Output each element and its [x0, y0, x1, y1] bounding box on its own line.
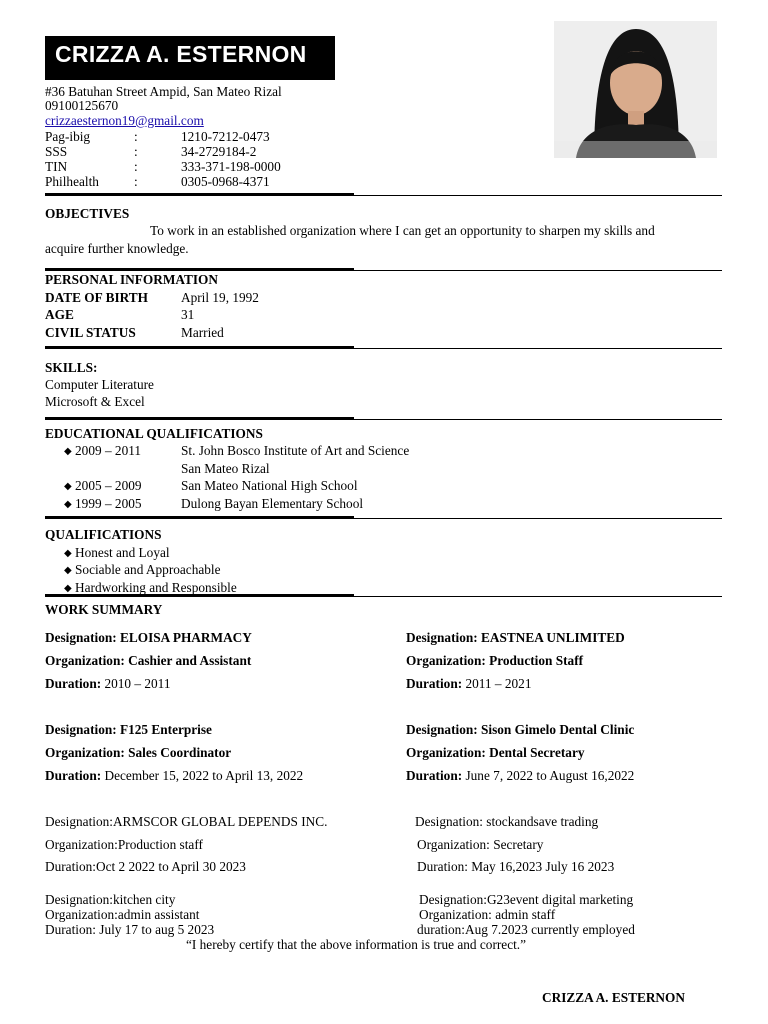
address: #36 Batuhan Street Ampid, San Mateo Rizal [45, 84, 282, 99]
objectives-text-line1: To work in an established organization where I can get an opportunity to sharpen my skills and [150, 223, 655, 238]
diamond-bullet-icon: ◆ [64, 565, 72, 576]
phone: 09100125670 [45, 98, 119, 113]
education-school-location: San Mateo Rizal [181, 461, 270, 476]
photo-label [556, 23, 561, 24]
work-line: Duration:Oct 2 2022 to April 30 2023 [45, 859, 246, 874]
skill-item: Computer Literature [45, 377, 154, 392]
objectives-text-line2: acquire further knowledge. [45, 241, 189, 256]
qualifications-heading: QUALIFICATIONS [45, 527, 162, 542]
work-designation: Designation: ELOISA PHARMACY [45, 630, 252, 645]
civil-status-label: CIVIL STATUS [45, 325, 136, 340]
work-duration: Duration: 2011 – 2021 [406, 676, 532, 691]
id-value-tin: 333-371-198-0000 [181, 159, 281, 174]
person-photo-icon [554, 21, 717, 158]
diamond-bullet-icon: ◆ [64, 583, 72, 594]
section-rule [45, 419, 722, 420]
education-years: 2009 – 2011 [75, 443, 142, 458]
work-duration: Duration: June 7, 2022 to August 16,2022 [406, 768, 635, 783]
profile-photo [554, 21, 717, 158]
education-row [64, 478, 142, 494]
work-designation: Designation: F125 Enterprise [45, 722, 212, 737]
education-row [64, 443, 141, 459]
work-designation: Designation: EASTNEA UNLIMITED [406, 630, 625, 645]
certification-statement: “I hereby certify that the above information is true and correct.” [186, 937, 527, 952]
id-value-sss: 34-2729184-2 [181, 144, 257, 159]
diamond-bullet-icon: ◆ [64, 499, 72, 510]
dob-label: DATE OF BIRTH [45, 290, 148, 305]
work-duration: Duration: December 15, 2022 to April 13, 2022 [45, 768, 304, 783]
objectives-heading: OBJECTIVES [45, 206, 130, 221]
section-rule [45, 195, 722, 196]
diamond-bullet-icon: ◆ [64, 446, 72, 457]
work-line: Duration: July 17 to aug 5 2023 [45, 922, 215, 937]
work-organization: Organization: Sales Coordinator [45, 745, 232, 760]
work-organization: Organization: Cashier and Assistant [45, 653, 252, 668]
section-rule [45, 518, 722, 519]
work-line: Designation:ARMSCOR GLOBAL DEPENDS INC. [45, 814, 328, 829]
name-banner [45, 36, 335, 80]
education-heading: EDUCATIONAL QUALIFICATIONS [45, 426, 263, 441]
id-sep: : [134, 174, 138, 189]
work-line: Organization:Production staff [45, 837, 203, 852]
education-school: San Mateo National High School [181, 478, 358, 493]
work-line: Organization: admin staff [419, 907, 556, 922]
qualification-item: ◆ Hardworking and Responsible [64, 580, 237, 595]
id-label-pagibig: Pag-ibig [45, 129, 91, 144]
id-sep: : [134, 159, 138, 174]
work-line: Duration: May 16,2023 July 16 2023 [417, 859, 615, 874]
signature-name: CRIZZA A. ESTERNON [542, 990, 685, 1005]
id-sep: : [134, 129, 138, 144]
id-sep: : [134, 144, 138, 159]
education-row [64, 496, 142, 512]
age-value: 31 [181, 307, 195, 322]
work-line: Organization: Secretary [417, 837, 544, 852]
qualification-item: ◆ Honest and Loyal [64, 545, 170, 560]
work-line: Organization:admin assistant [45, 907, 200, 922]
id-label-philhealth: Philhealth [45, 174, 99, 189]
id-label-tin: TIN [45, 159, 68, 174]
work-organization: Organization: Dental Secretary [406, 745, 585, 760]
diamond-bullet-icon: ◆ [64, 548, 72, 559]
work-line: Designation:kitchen city [45, 892, 176, 907]
skill-item: Microsoft & Excel [45, 394, 145, 409]
diamond-bullet-icon: ◆ [64, 481, 72, 492]
id-label-sss: SSS [45, 144, 68, 159]
section-rule [45, 348, 722, 349]
civil-status-value: Married [181, 325, 224, 340]
work-line: duration:Aug 7.2023 currently employed [417, 922, 635, 937]
id-value-philhealth: 0305-0968-4371 [181, 174, 270, 189]
work-organization: Organization: Production Staff [406, 653, 584, 668]
section-rule [45, 270, 722, 271]
dob-value: April 19, 1992 [181, 290, 259, 305]
education-years: 2005 – 2009 [75, 478, 142, 493]
education-years: 1999 – 2005 [75, 496, 142, 511]
work-summary-heading: WORK SUMMARY [45, 602, 163, 617]
work-duration: Duration: 2010 – 2011 [45, 676, 171, 691]
education-school: St. John Bosco Institute of Art and Science [181, 443, 410, 458]
age-label: AGE [45, 307, 74, 322]
applicant-name: CRIZZA A. ESTERNON [55, 41, 307, 67]
education-school: Dulong Bayan Elementary School [181, 496, 364, 511]
qualification-item: ◆ Sociable and Approachable [64, 562, 221, 577]
work-line: Designation:G23event digital marketing [419, 892, 634, 907]
id-value-pagibig: 1210-7212-0473 [181, 129, 270, 144]
work-line: Designation: stockandsave trading [415, 814, 599, 829]
email-link[interactable]: crizzaesternon19@gmail.com [45, 113, 204, 128]
skills-heading: SKILLS: [45, 360, 98, 375]
section-rule [45, 596, 722, 597]
work-designation: Designation: Sison Gimelo Dental Clinic [406, 722, 635, 737]
personal-info-heading: PERSONAL INFORMATION [45, 272, 218, 287]
